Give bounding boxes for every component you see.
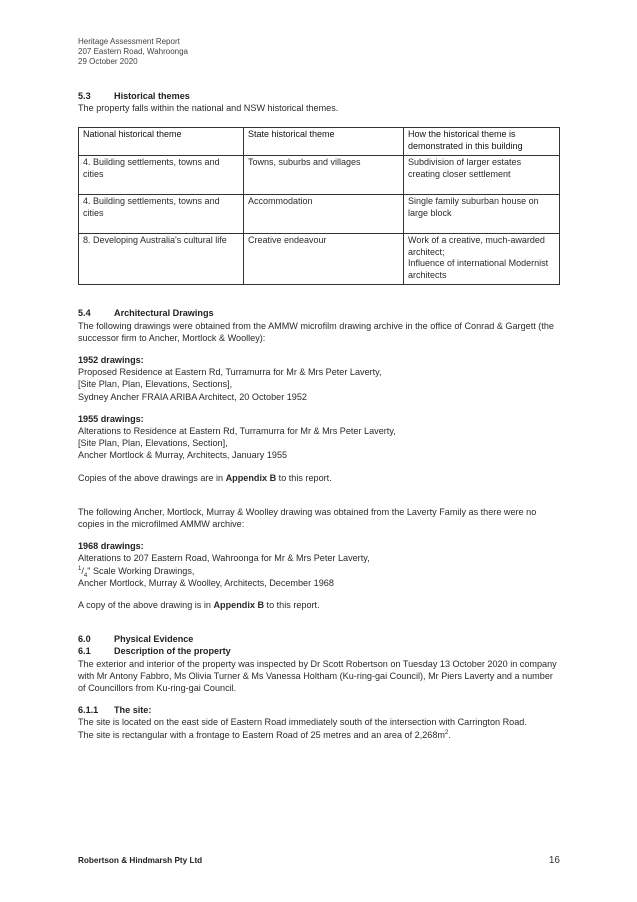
- heading-5-3-number: 5.3: [78, 91, 91, 101]
- heading-6-1-1-number: 6.1.1: [78, 705, 99, 716]
- drawings-intro: The following drawings were obtained from the AMMW microfilm drawing archive in the office of Conrad & Gargett (the successor firm to Ancher, Mortlock & Woolley):: [78, 320, 554, 343]
- site-area-paragraph: [78, 729, 560, 741]
- drawings-1968-title: 1968 drawings:: [78, 541, 144, 552]
- table-header-row: [79, 128, 560, 156]
- th-state: State historical theme: [244, 128, 404, 156]
- scale-fraction-denominator: 4: [83, 572, 88, 579]
- site-area-end: .: [448, 729, 451, 740]
- copy-note-end: to this report.: [264, 600, 320, 611]
- copies-note-text: Copies of the above drawings are in: [78, 472, 226, 483]
- drawings-1968-scale-line: $^1/_4$" Scale Working Drawings,: [78, 565, 195, 579]
- drawings-1952-line: [Site Plan, Plan, Elevations, Sections],: [78, 379, 233, 390]
- table-row: [79, 195, 560, 234]
- copies-note: [78, 472, 560, 484]
- appendix-reference: Appendix B: [225, 472, 277, 483]
- inspection-paragraph: The exterior and interior of the property was inspected by Dr Scott Robertson on Tuesday 13 October 2020 in company with Mr Antony Fabbro, Ms Olivia Turner & Ms Vanessa Holtham (Ku-ring-gai Council), Mr Piers Laverty and a number of Councillors from Ku-ring-gai Council.: [78, 658, 557, 694]
- heading-6-1-title: Description of the property: [114, 646, 231, 657]
- header-address: 207 Eastern Road, Wahroonga: [78, 47, 188, 56]
- area-superscript: 2: [445, 729, 449, 736]
- historical-themes-table: [78, 127, 560, 285]
- drawings-1968-line: Ancher Mortlock, Murray & Woolley, Architects, December 1968: [78, 577, 334, 588]
- drawings-1952-title: 1952 drawings:: [78, 355, 144, 366]
- heading-5-4-title: Architectural Drawings: [114, 308, 214, 319]
- drawings-1968-line: Alterations to 207 Eastern Road, Wahroonga for Mr & Mrs Peter Laverty,: [78, 553, 370, 564]
- header-date: 29 October 2020: [78, 57, 138, 66]
- copy-note-text: A copy of the above drawing is in: [78, 600, 214, 611]
- table-row: [79, 234, 560, 285]
- cell-state: Accommodation: [244, 195, 404, 234]
- appendix-reference: Appendix B: [213, 600, 265, 611]
- table-row: [79, 156, 560, 195]
- running-header: [78, 37, 188, 67]
- th-national: National historical theme: [79, 128, 244, 156]
- heading-5-3: [78, 90, 560, 102]
- themes-intro: The property falls within the national and NSW historical themes.: [78, 103, 339, 114]
- site-area-text: The site is rectangular with a frontage to Eastern Road of 25 metres and an area of 2,268m: [78, 729, 445, 740]
- cell-how-line: Influence of international Modernist architects: [408, 258, 549, 280]
- footer-firm-name: Robertson & Hindmarsh Pty Ltd: [78, 856, 203, 865]
- cell-national: 4. Building settlements, towns and cities: [79, 156, 244, 195]
- drawings-1952-line: Sydney Ancher FRAIA ARIBA Architect, 20 October 1952: [78, 391, 307, 402]
- cell-how-line: Work of a creative, much-awarded architect;: [408, 235, 545, 257]
- cell-how: [404, 156, 560, 195]
- cell-how-line: Subdivision of larger estates creating closer settlement: [408, 157, 522, 179]
- page-body: [78, 90, 560, 741]
- cell-state: Towns, suburbs and villages: [244, 156, 404, 195]
- page-footer: [78, 855, 560, 866]
- scale-line-text: " Scale Working Drawings,: [87, 565, 195, 576]
- heading-5-4-number: 5.4: [78, 308, 91, 319]
- page-number: 16: [548, 855, 560, 866]
- heading-6-1: [78, 645, 560, 657]
- drawings-1955-line: Ancher Mortlock & Murray, Architects, January 1955: [78, 450, 288, 461]
- cell-national: 8. Developing Australia's cultural life: [79, 234, 244, 285]
- drawings-1952-line: Proposed Residence at Eastern Rd, Turramurra for Mr & Mrs Peter Laverty,: [78, 367, 382, 378]
- drawings-1955-line: Alterations to Residence at Eastern Rd, Turramurra for Mr & Mrs Peter Laverty,: [78, 426, 396, 437]
- heading-5-3-title: Historical themes: [114, 91, 190, 101]
- th-how: How the historical theme is demonstrated in this building: [404, 128, 560, 156]
- copy-note: [78, 599, 560, 611]
- site-location-paragraph: The site is located on the east side of Eastern Road immediately south of the intersection with Carrington Road.: [78, 717, 527, 728]
- cell-how-line: Single family suburban house on large block: [408, 196, 539, 218]
- heading-5-4: [78, 307, 560, 319]
- cell-state: Creative endeavour: [244, 234, 404, 285]
- cell-how: [404, 234, 560, 285]
- heading-6-1-1: [78, 704, 560, 716]
- copies-note-end: to this report.: [276, 472, 332, 483]
- drawings-1955-title: 1955 drawings:: [78, 413, 144, 424]
- heading-6-0-title: Physical Evidence: [114, 634, 194, 645]
- cell-how: [404, 195, 560, 234]
- heading-6-1-number: 6.1: [78, 646, 91, 657]
- drawings-1955-line: [Site Plan, Plan, Elevations, Section],: [78, 438, 228, 449]
- heading-6-0: [78, 633, 560, 645]
- cell-national: 4. Building settlements, towns and cities: [79, 195, 244, 234]
- heading-6-1-1-title: The site:: [114, 705, 152, 716]
- scale-fraction-numerator: 1: [78, 565, 82, 572]
- header-report-title: Heritage Assessment Report: [78, 37, 180, 46]
- heading-6-0-number: 6.0: [78, 634, 91, 645]
- laverty-drawing-note: The following Ancher, Mortlock, Murray & Woolley drawing was obtained from the Laverty Family as there were no copies in the microfilmed AMMW archive:: [78, 506, 537, 530]
